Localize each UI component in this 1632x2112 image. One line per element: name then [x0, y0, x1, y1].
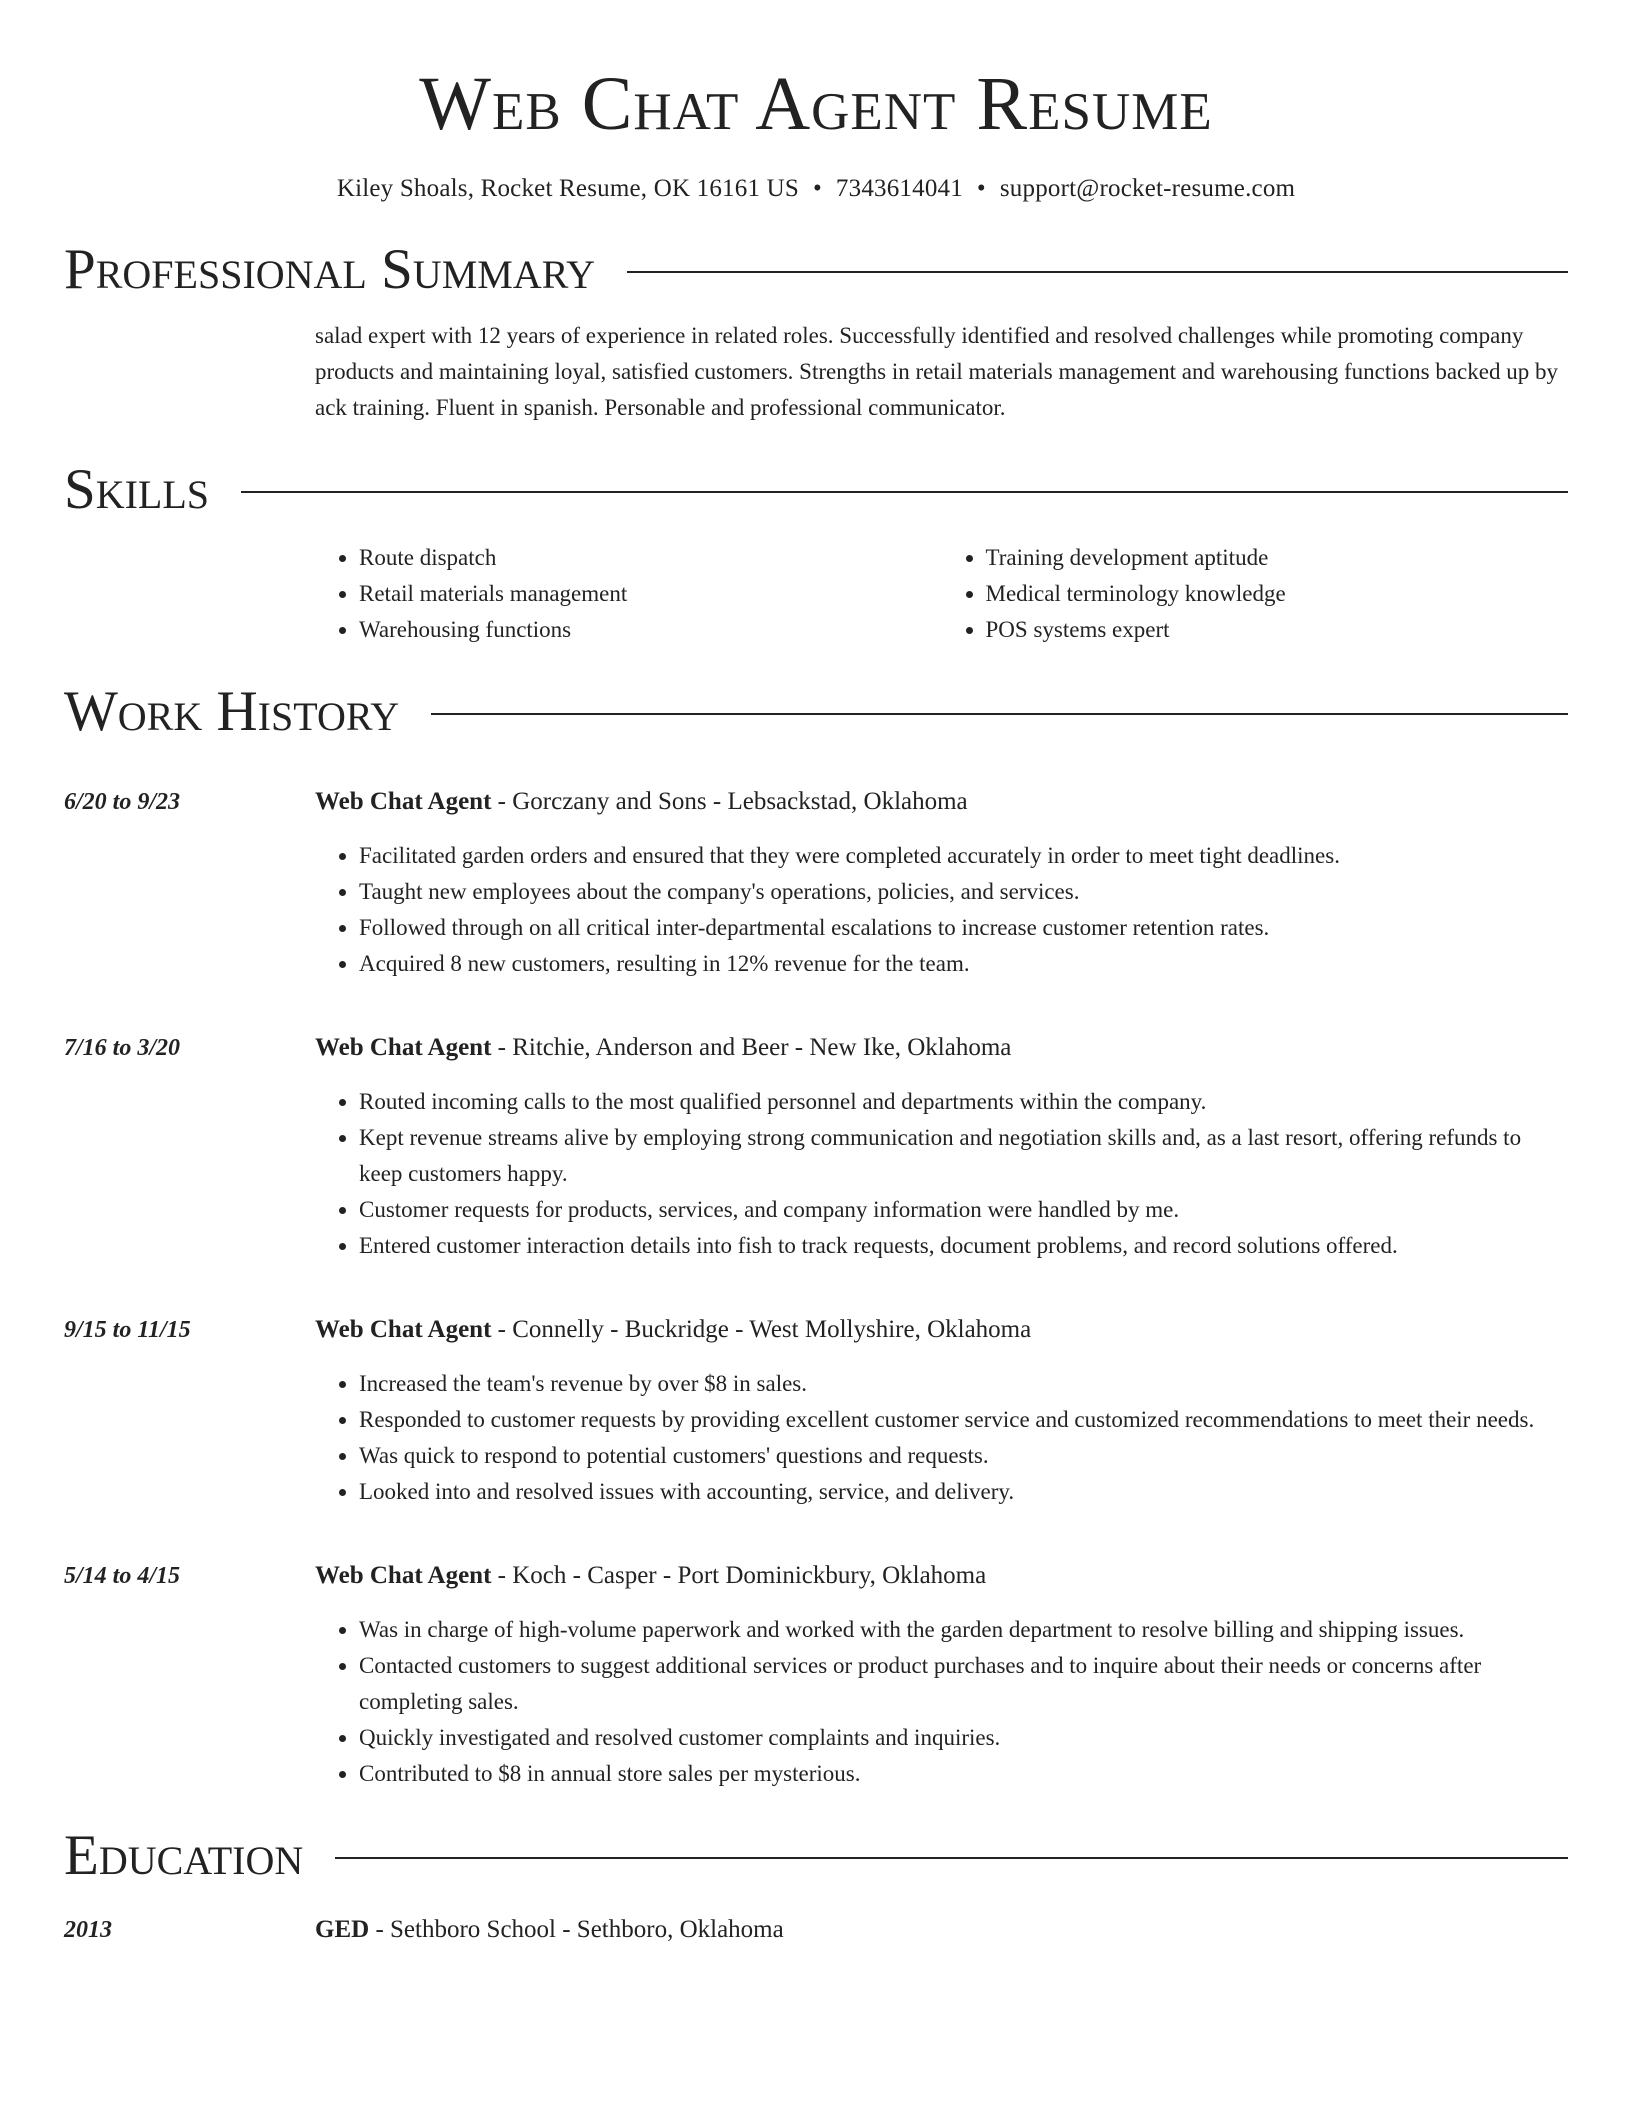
job-dates: 9/15 to 11/15	[64, 1317, 191, 1343]
job-role: Web Chat Agent	[315, 1562, 492, 1589]
section-divider	[241, 491, 1568, 493]
job-role: Web Chat Agent	[315, 788, 492, 815]
education-entry	[64, 1912, 1568, 1948]
contact-separator: •	[812, 175, 822, 202]
section-divider	[627, 271, 1568, 273]
skill-item: • Warehousing functions	[359, 612, 942, 648]
job-details: - Connelly - Buckridge - West Mollyshire, Oklahoma	[491, 1316, 1032, 1343]
section-title-education: Education	[64, 1824, 304, 1887]
job-details: - Ritchie, Anderson and Beer - New Ike, Oklahoma	[491, 1034, 1012, 1061]
skills-column-right	[942, 540, 1569, 648]
summary-text: salad expert with 12 years of experience in related roles. Successfully identified and resolved challenges while promoting company products and maintaining loyal, satisfied customers. Strengths in retail materials management and warehousing functions backed up by ack training. Fluent in spanish. Personable and professional communicator.	[315, 323, 1558, 420]
job-bullets	[315, 1366, 1568, 1510]
job-dates: 6/20 to 9/23	[64, 789, 181, 815]
contact-line	[64, 172, 1568, 206]
job-bullet: • Looked into and resolved issues with accounting, service, and delivery.	[359, 1474, 1568, 1510]
job-heading	[315, 1558, 1568, 1594]
job-entry	[64, 1312, 1568, 1510]
job-heading	[315, 1030, 1568, 1066]
job-bullets	[315, 1612, 1568, 1792]
section-title-summary: Professional Summary	[64, 238, 596, 301]
job-bullet: • Facilitated garden orders and ensured that they were completed accurately in order to meet tight deadlines.	[359, 838, 1568, 874]
education-details: - Sethboro School - Sethboro, Oklahoma	[369, 1916, 784, 1943]
skill-item: • Retail materials management	[359, 576, 942, 612]
job-bullet: • Followed through on all critical inter-departmental escalations to increase customer retention rates.	[359, 910, 1568, 946]
job-entry	[64, 784, 1568, 982]
job-heading	[315, 784, 1568, 820]
section-title-skills: Skills	[64, 458, 210, 521]
skill-item: • Route dispatch	[359, 540, 942, 576]
education-degree: GED	[315, 1916, 370, 1943]
education-heading	[315, 1912, 784, 1948]
skills-list	[315, 540, 1568, 648]
job-content	[315, 1030, 1568, 1264]
job-bullet: • Taught new employees about the company's operations, policies, and services.	[359, 874, 1568, 910]
job-role: Web Chat Agent	[315, 1316, 492, 1343]
skill-item: • Medical terminology knowledge	[986, 576, 1569, 612]
job-heading	[315, 1312, 1568, 1348]
job-bullet: • Routed incoming calls to the most qualified personnel and departments within the company.	[359, 1084, 1568, 1120]
section-divider	[431, 713, 1568, 715]
contact-separator: •	[976, 175, 986, 202]
job-bullet: • Contacted customers to suggest additional services or product purchases and to inquire about their needs or concerns after completing sales.	[359, 1648, 1568, 1720]
job-bullet: • Kept revenue streams alive by employing strong communication and negotiation skills and, as a last resort, offering refunds to keep customers happy.	[359, 1120, 1568, 1192]
job-bullet: • Was quick to respond to potential customers' questions and requests.	[359, 1438, 1568, 1474]
job-entry	[64, 1030, 1568, 1264]
contact-phone: 7343614041	[835, 175, 963, 202]
skill-item: • Training development aptitude	[986, 540, 1569, 576]
summary-section-header	[64, 238, 1568, 302]
job-bullet: • Responded to customer requests by providing excellent customer service and customized recommendations to meet their needs.	[359, 1402, 1568, 1438]
job-details: - Koch - Casper - Port Dominickbury, Oklahoma	[491, 1562, 987, 1589]
resume-title: Web Chat Agent Resume	[419, 62, 1213, 146]
job-content	[315, 784, 1568, 982]
job-details: - Gorczany and Sons - Lebsackstad, Oklahoma	[491, 788, 968, 815]
skill-item: • POS systems expert	[986, 612, 1569, 648]
job-bullet: • Was in charge of high-volume paperwork and worked with the garden department to resolve billing and shipping issues.	[359, 1612, 1568, 1648]
job-bullets	[315, 838, 1568, 982]
job-role: Web Chat Agent	[315, 1034, 492, 1061]
job-bullet: • Contributed to $8 in annual store sales per mysterious.	[359, 1756, 1568, 1792]
job-bullet: • Acquired 8 new customers, resulting in 12% revenue for the team.	[359, 946, 1568, 982]
work-section-header	[64, 680, 1568, 744]
job-bullet: • Customer requests for products, services, and company information were handled by me.	[359, 1192, 1568, 1228]
job-bullet: • Quickly investigated and resolved customer complaints and inquiries.	[359, 1720, 1568, 1756]
skills-section-header	[64, 458, 1568, 522]
job-dates: 5/14 to 4/15	[64, 1563, 181, 1589]
education-section-header	[64, 1824, 1568, 1888]
job-entry	[64, 1558, 1568, 1792]
contact-address: Kiley Shoals, Rocket Resume, OK 16161 US	[336, 175, 799, 202]
education-year: 2013	[64, 1917, 112, 1943]
skills-column-left	[315, 540, 942, 648]
job-bullet: • Entered customer interaction details into fish to track requests, document problems, and record solutions offered.	[359, 1228, 1568, 1264]
job-dates: 7/16 to 3/20	[64, 1035, 181, 1061]
section-title-work: Work History	[64, 680, 400, 743]
contact-email: support@rocket-resume.com	[999, 175, 1296, 202]
job-bullet: • Increased the team's revenue by over $8 in sales.	[359, 1366, 1568, 1402]
job-content	[315, 1558, 1568, 1792]
job-bullets	[315, 1084, 1568, 1264]
job-content	[315, 1312, 1568, 1510]
section-divider	[335, 1857, 1568, 1859]
